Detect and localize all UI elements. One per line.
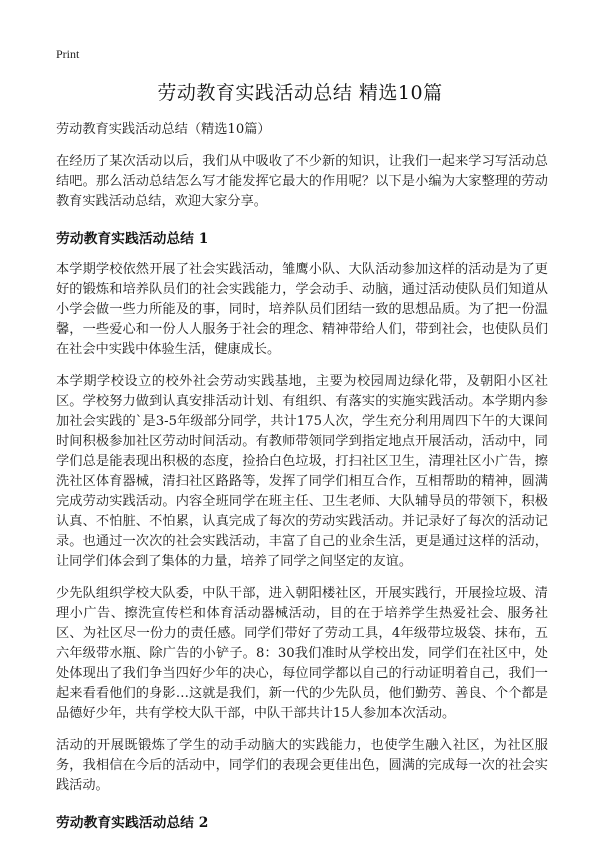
section-heading-1: 劳动教育实践活动总结 1	[56, 231, 209, 247]
article-subtitle: 劳动教育实践活动总结（精选10篇）	[56, 122, 271, 137]
print-link[interactable]: Print	[56, 47, 80, 61]
section-1-paragraph-4: 活动的开展既锻炼了学生的动手动脑大的实践能力，也使学生融入社区，为社区服务，我相信在今后的活动中，同学们的表现会更佳出色，圆满的完成每一次的社会实践活动。	[56, 738, 548, 793]
article-body	[56, 120, 548, 844]
section-heading-2: 劳动教育实践活动总结 2	[56, 815, 209, 831]
intro-paragraph: 在经历了某次活动以后，我们从中吸收了不少新的知识，让我们一起来学习写活动总结吧。那么活动总结怎么写才能发挥它最大的作用呢？以下是小编为大家整理的劳动教育实践活动总结，欢迎大家分享。	[56, 154, 548, 209]
section-1-paragraph-3: 少先队组织学校大队委，中队干部，进入朝阳楼社区，开展实践行，开展捡垃圾、清理小广告、擦洗宣传栏和体育活动器械活动，目的在于培养学生热爱社会、服务社区、为社区尽一份力的责任感。同学们带好了劳动工具，4年级带垃圾袋、抹布，五六年级带水瓶、除广告的小铲子。8：30我们准时从学校出发，同学们在社区中，处处体现出了我们争当四好少年的决心，每位同学都以自己的行动证明着自己，我们一起来看看他们的身影…这就是我们，新一代的少先队员，他们勤劳、善良、个个都是品德好少年，共有学校大队干部，中队干部共计15人参加本次活动。	[56, 586, 548, 721]
page-title: 劳动教育实践活动总结 精选10篇	[157, 82, 443, 104]
section-1-paragraph-1: 本学期学校依然开展了社会实践活动，雏鹰小队、大队活动参加这样的活动是为了更好的锻炼和培养队员们的社会实践能力，学会动手、动脑，通过活动使队员们知道从小学会做一些力所能及的事，同时，培养队员们团结一致的思想品质。为了把一份温馨，一些爱心和一份人人服务于社会的理念、精神带给人们，带到社会，也使队员们在社会中实践中体验生活，健康成长。	[56, 262, 548, 357]
section-1-paragraph-2: 本学期学校设立的校外社会劳动实践基地，主要为校园周边绿化带，及朝阳小区社区。学校努力做到认真安排活动计划、有组织、有落实的实施实践活动。本学期内参加社会实践的`是3-5年级部分同学，共计175人次，学生充分利用周四下午的大课间时间积极参加社区劳动时间活动。有教师带领同学到指定地点开展活动，活动中，同学们总是能表现出积极的态度，捡拾白色垃圾，打扫社区卫生，清理社区小广告，擦洗社区体育器械，清扫社区路路等，发挥了同学们相互合作，互相帮助的精神，圆满完成劳动实践活动。内容全班同学在班主任、卫生老师、大队辅导员的带领下，积极认真、不怕脏、不怕累，认真完成了每次的劳动实践活动。并记录好了每次的活动记录。也通过一次次的社会实践活动，丰富了自己的业余生活，更是通过这样的活动，让同学们体会到了集体的力量，培养了同学之间坚定的友谊。	[56, 374, 548, 569]
